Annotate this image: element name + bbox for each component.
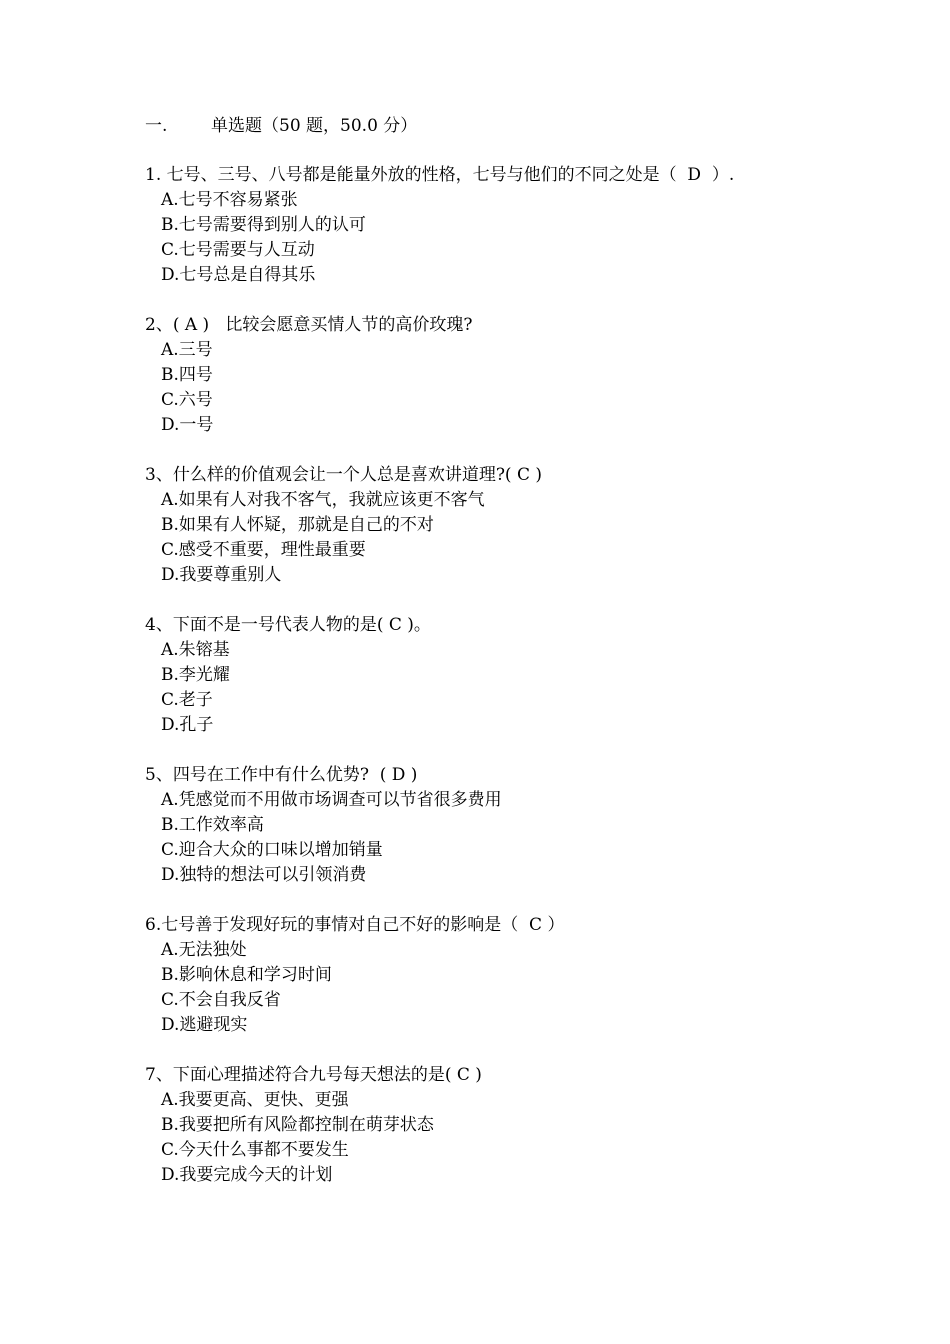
option-a: A.七号不容易紧张 bbox=[161, 190, 298, 210]
option-d: D.我要完成今天的计划 bbox=[161, 1165, 333, 1185]
option-a: A.我要更高、更快、更强 bbox=[161, 1090, 349, 1110]
option-a: A.三号 bbox=[161, 340, 213, 360]
option-c: C.六号 bbox=[161, 390, 213, 410]
question-text: 6.七号善于发现好玩的事情对自己不好的影响是（ C ） bbox=[145, 915, 565, 935]
question-7 bbox=[145, 1063, 925, 1188]
question-text: 4、下面不是一号代表人物的是( C )。 bbox=[145, 615, 431, 635]
option-c: C.老子 bbox=[161, 690, 213, 710]
option-c: C.七号需要与人互动 bbox=[161, 240, 315, 260]
option-c: C.不会自我反省 bbox=[161, 990, 281, 1010]
option-c: C.感受不重要，理性最重要 bbox=[161, 540, 366, 560]
question-text: 2、( A ) 比较会愿意买情人节的高价玫瑰? bbox=[145, 315, 473, 335]
question-6 bbox=[145, 913, 925, 1038]
question-text: 5、四号在工作中有什么优势? ( D ) bbox=[145, 765, 418, 785]
question-text: 7、下面心理描述符合九号每天想法的是( C ) bbox=[145, 1065, 482, 1085]
question-3 bbox=[145, 463, 925, 588]
option-a: A.凭感觉而不用做市场调查可以节省很多费用 bbox=[161, 790, 502, 810]
question-list bbox=[145, 163, 925, 1213]
option-d: D.一号 bbox=[161, 415, 214, 435]
option-d: D.我要尊重别人 bbox=[161, 565, 282, 585]
section-number: 一. bbox=[145, 116, 168, 136]
option-a: A.朱镕基 bbox=[161, 640, 230, 660]
question-4 bbox=[145, 613, 925, 738]
option-b: B.影响休息和学习时间 bbox=[161, 965, 332, 985]
option-b: B.我要把所有风险都控制在萌芽状态 bbox=[161, 1115, 434, 1135]
section-title: 单选题（50 题，50.0 分） bbox=[211, 116, 418, 136]
option-b: B.如果有人怀疑，那就是自己的不对 bbox=[161, 515, 434, 535]
option-c: C.今天什么事都不要发生 bbox=[161, 1140, 349, 1160]
question-text: 3、什么样的价值观会让一个人总是喜欢讲道理?( C ) bbox=[145, 465, 543, 485]
option-c: C.迎合大众的口味以增加销量 bbox=[161, 840, 383, 860]
option-b: B.李光耀 bbox=[161, 665, 230, 685]
question-1 bbox=[145, 163, 925, 288]
section-heading bbox=[145, 114, 417, 139]
option-b: B.四号 bbox=[161, 365, 213, 385]
option-a: A.如果有人对我不客气，我就应该更不客气 bbox=[161, 490, 485, 510]
option-d: D.独特的想法可以引领消费 bbox=[161, 865, 367, 885]
option-d: D.逃避现实 bbox=[161, 1015, 248, 1035]
option-d: D.七号总是自得其乐 bbox=[161, 265, 316, 285]
option-d: D.孔子 bbox=[161, 715, 214, 735]
question-text: 1. 七号、三号、八号都是能量外放的性格，七号与他们的不同之处是（ D ）. bbox=[145, 165, 735, 185]
question-5 bbox=[145, 763, 925, 888]
question-2 bbox=[145, 313, 925, 438]
option-b: B.工作效率高 bbox=[161, 815, 264, 835]
option-b: B.七号需要得到别人的认可 bbox=[161, 215, 366, 235]
option-a: A.无法独处 bbox=[161, 940, 247, 960]
